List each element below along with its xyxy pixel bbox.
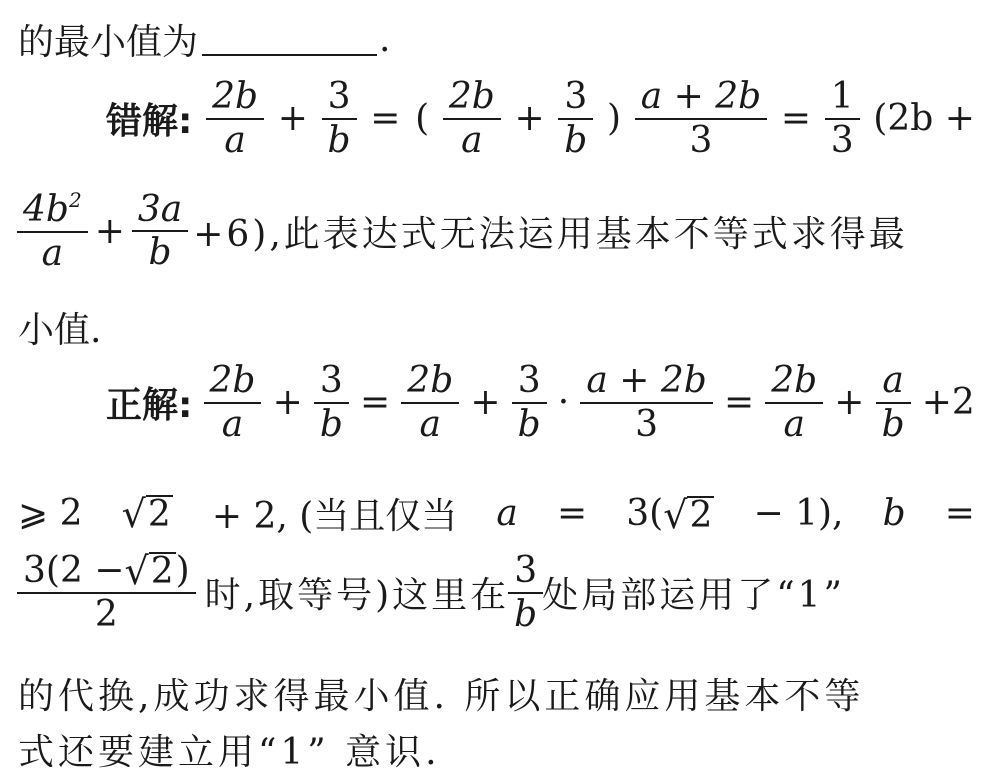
wrong-solution-line-3 — [18, 302, 975, 353]
fraction: $\frac{2b}{a}$ — [209, 78, 261, 160]
fraction: $\frac{2b}{a}$ — [404, 362, 456, 444]
fraction: $\frac{3}{b}$ — [515, 362, 544, 444]
answer-blank — [202, 24, 377, 56]
plus: + — [514, 98, 545, 140]
plus: + — [277, 98, 308, 140]
fraction: $\frac{3}{b}$ — [511, 552, 540, 634]
var-a: a — [496, 493, 518, 534]
var-b: b — [882, 493, 906, 534]
equals: = — [360, 382, 391, 424]
plus: + — [834, 382, 865, 424]
fraction: $\frac{1}{3}$ — [828, 78, 857, 160]
geq: ⩾ 2 — [18, 493, 83, 534]
fraction: $\frac{2b}{a}$ — [446, 78, 498, 160]
fraction: 3(2 − √ 2 ) 2 — [20, 552, 193, 634]
wrong-label: 错解: — [106, 101, 193, 143]
text: + 2, (当且仅当 — [211, 496, 458, 537]
period: . — [379, 19, 391, 60]
fraction: $\frac{a}{b}$ — [879, 362, 908, 444]
equals: = — [370, 98, 401, 140]
right-solution-line-2 — [18, 488, 975, 539]
sqrt: √ 2 — [121, 491, 171, 536]
paren: ( — [415, 98, 430, 140]
equals: = — [723, 382, 755, 424]
text: 的代换,成功求得最小值. 所以正确应用基本不等 — [18, 676, 865, 717]
paren: ) — [607, 98, 622, 140]
right-label: 正解: — [106, 385, 193, 427]
fraction: $\frac{2b}{a}$ — [207, 362, 259, 444]
right-solution-line-5 — [18, 724, 975, 775]
text: +6),此表达式无法运用基本不等式求得最 — [193, 213, 908, 255]
text: − 1), — [753, 493, 844, 534]
text: 小值. — [18, 310, 102, 351]
text: 处局部运用了“1” — [542, 575, 845, 617]
wrong-solution-line-2 — [18, 190, 975, 273]
fraction: $\frac{4b^2}{a}$ — [20, 190, 85, 273]
plus: + — [94, 210, 125, 252]
fraction: $\frac{3a}{b}$ — [135, 191, 185, 273]
text: 式还要建立用“1” 意识. — [18, 732, 441, 773]
fraction: $\frac{2b}{a}$ — [768, 362, 820, 444]
wrong-solution-line — [18, 78, 975, 160]
equals: = — [557, 493, 588, 534]
fraction: $\frac{a + 2b}{3}$ — [583, 362, 709, 444]
fraction: $\frac{3}{b}$ — [317, 362, 346, 444]
plus: + — [470, 382, 501, 424]
fraction: $\frac{3}{b}$ — [561, 78, 590, 160]
right-solution-line — [18, 362, 975, 444]
right-solution-line-4 — [18, 668, 975, 719]
equals: = — [944, 493, 975, 534]
fraction: $\frac{a + 2b}{3}$ — [638, 78, 764, 160]
right-solution-line-3 — [18, 549, 975, 635]
text: 时,取等号)这里在 — [204, 575, 510, 617]
text: 的最小值为 — [18, 22, 199, 63]
fraction: $\frac{3}{b}$ — [325, 78, 354, 160]
expression-tail: (2b + — [873, 98, 975, 140]
line-1 — [18, 14, 975, 65]
equals: = — [780, 98, 812, 140]
plus: + — [272, 382, 303, 424]
dot: · — [557, 382, 570, 424]
expr: 3( √ 2 — [626, 493, 713, 537]
expression-tail: +2 — [921, 382, 975, 424]
